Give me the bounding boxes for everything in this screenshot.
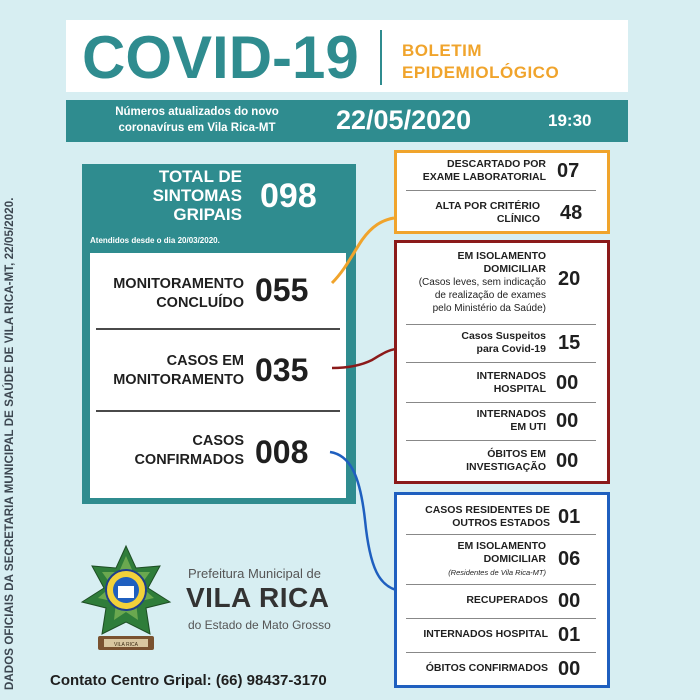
clinical-discharge-line2: CLÍNICO (496, 213, 540, 225)
discarded-value: 07 (557, 160, 580, 182)
blue-isolation-note: (Residentes de Vila Rica-MT) (448, 568, 546, 577)
city-name: VILA RICA (186, 582, 330, 613)
recovered-value: 00 (558, 590, 581, 612)
red-uti-value: 00 (556, 410, 579, 432)
other-states-value: 01 (558, 506, 581, 528)
divider (406, 324, 596, 325)
blue-isolation-value: 06 (558, 548, 581, 570)
deaths-investigation-value: 00 (556, 450, 579, 472)
deaths-investigation-line2: INVESTIGAÇÃO (466, 461, 546, 473)
blue-isolation-label (400, 540, 546, 579)
blue-connector (330, 452, 396, 590)
seal-text: VILA RICA (114, 642, 138, 648)
red-uti-label (400, 408, 546, 434)
suspects-line1: Casos Suspeitos (461, 330, 546, 342)
divider (406, 618, 596, 619)
blue-hospital-value: 01 (558, 624, 581, 646)
red-hospital-label (400, 370, 546, 396)
red-hospital-line2: HOSPITAL (493, 383, 546, 395)
in-monitoring-value: 035 (255, 352, 309, 388)
prefeitura-line1: Prefeitura Municipal de (188, 566, 321, 581)
subheader-line2: coronavírus em Vila Rica-MT (118, 122, 276, 134)
divider (406, 362, 596, 363)
suspects-line2: para Covid-19 (476, 343, 546, 355)
red-isolation-value: 20 (558, 268, 581, 290)
blue-isolation-line1: EM ISOLAMENTO (457, 540, 546, 552)
in-monitoring-line1: CASOS EM (166, 353, 244, 369)
other-states-label (400, 504, 550, 530)
red-isolation-line1: EM ISOLAMENTO (457, 250, 546, 262)
contact-line: Contato Centro Gripal: (66) 98437-3170 (50, 672, 327, 689)
discarded-line1: DESCARTADO POR (447, 158, 546, 170)
other-states-line2: OUTROS ESTADOS (452, 517, 550, 529)
red-isolation-note1: (Casos leves, sem indicação (418, 277, 546, 288)
total-value: 098 (260, 177, 317, 215)
municipal-seal-icon (78, 542, 174, 662)
subheader-line1: Números atualizados do novo (115, 106, 279, 118)
red-isolation-note2: de realização de exames (434, 290, 546, 301)
blue-hospital-label: INTERNADOS HOSPITAL (423, 628, 548, 640)
total-label-line2: SINTOMAS (152, 186, 242, 205)
red-isolation-label (400, 250, 546, 315)
deaths-investigation-label (400, 448, 546, 474)
red-isolation-line2: DOMICILIAR (483, 263, 546, 275)
divider (406, 584, 596, 585)
confirmed-value: 008 (255, 434, 309, 470)
divider (406, 190, 596, 191)
red-connector (332, 349, 396, 368)
divider (406, 534, 596, 535)
deaths-confirmed-label: ÓBITOS CONFIRMADOS (425, 662, 548, 674)
suspects-value: 15 (558, 332, 581, 354)
divider (406, 440, 596, 441)
blue-isolation-line2: DOMICILIAR (483, 553, 546, 565)
clinical-discharge-line1: ALTA POR CRITÉRIO (435, 200, 540, 212)
red-isolation-note3: pelo Ministério da Saúde) (432, 303, 546, 314)
recovered-label: RECUPERADOS (466, 594, 548, 606)
side-note: DADOS OFICIAIS DA SECRETARIA MUNICIPAL DE SAÚDE DE VILA RICA-MT, 22/05/2020. (4, 197, 16, 690)
discarded-label (400, 158, 546, 184)
red-uti-line2: EM UTI (510, 421, 546, 433)
divider (406, 652, 596, 653)
bulletin-time: 19:30 (548, 111, 592, 130)
red-hospital-value: 00 (556, 372, 579, 394)
total-label-line3: GRIPAIS (173, 205, 242, 224)
monitoring-concluded-value: 055 (255, 272, 309, 308)
suspects-label (400, 330, 546, 356)
boletim-line2: EPIDEMIOLÓGICO (402, 63, 560, 82)
clinical-discharge-value: 48 (560, 202, 583, 224)
red-uti-line1: INTERNADOS (476, 408, 546, 420)
deaths-confirmed-value: 00 (558, 658, 581, 680)
monitoring-concluded-line1: MONITORAMENTO (113, 276, 244, 292)
deaths-investigation-line1: ÓBITOS EM (487, 448, 546, 460)
clinical-discharge-label (400, 200, 540, 226)
orange-connector (332, 218, 394, 283)
bulletin-date: 22/05/2020 (336, 105, 472, 135)
divider (406, 402, 596, 403)
monitoring-concluded-line2: CONCLUÍDO (156, 295, 244, 311)
confirmed-line2: CONFIRMADOS (134, 452, 244, 468)
prefeitura-line3: do Estado de Mato Grosso (188, 618, 331, 632)
boletim-line1: BOLETIM (402, 41, 482, 60)
total-label-line1: TOTAL DE (158, 167, 242, 186)
page-title: COVID-19 (82, 24, 359, 91)
in-monitoring-line2: MONITORAMENTO (113, 372, 244, 388)
total-note: Atendidos desde o dia 20/03/2020. (90, 236, 220, 245)
red-hospital-line1: INTERNADOS (476, 370, 546, 382)
discarded-line2: EXAME LABORATORIAL (422, 171, 546, 183)
other-states-line1: CASOS RESIDENTES DE (425, 504, 550, 516)
confirmed-line1: CASOS (192, 433, 244, 449)
